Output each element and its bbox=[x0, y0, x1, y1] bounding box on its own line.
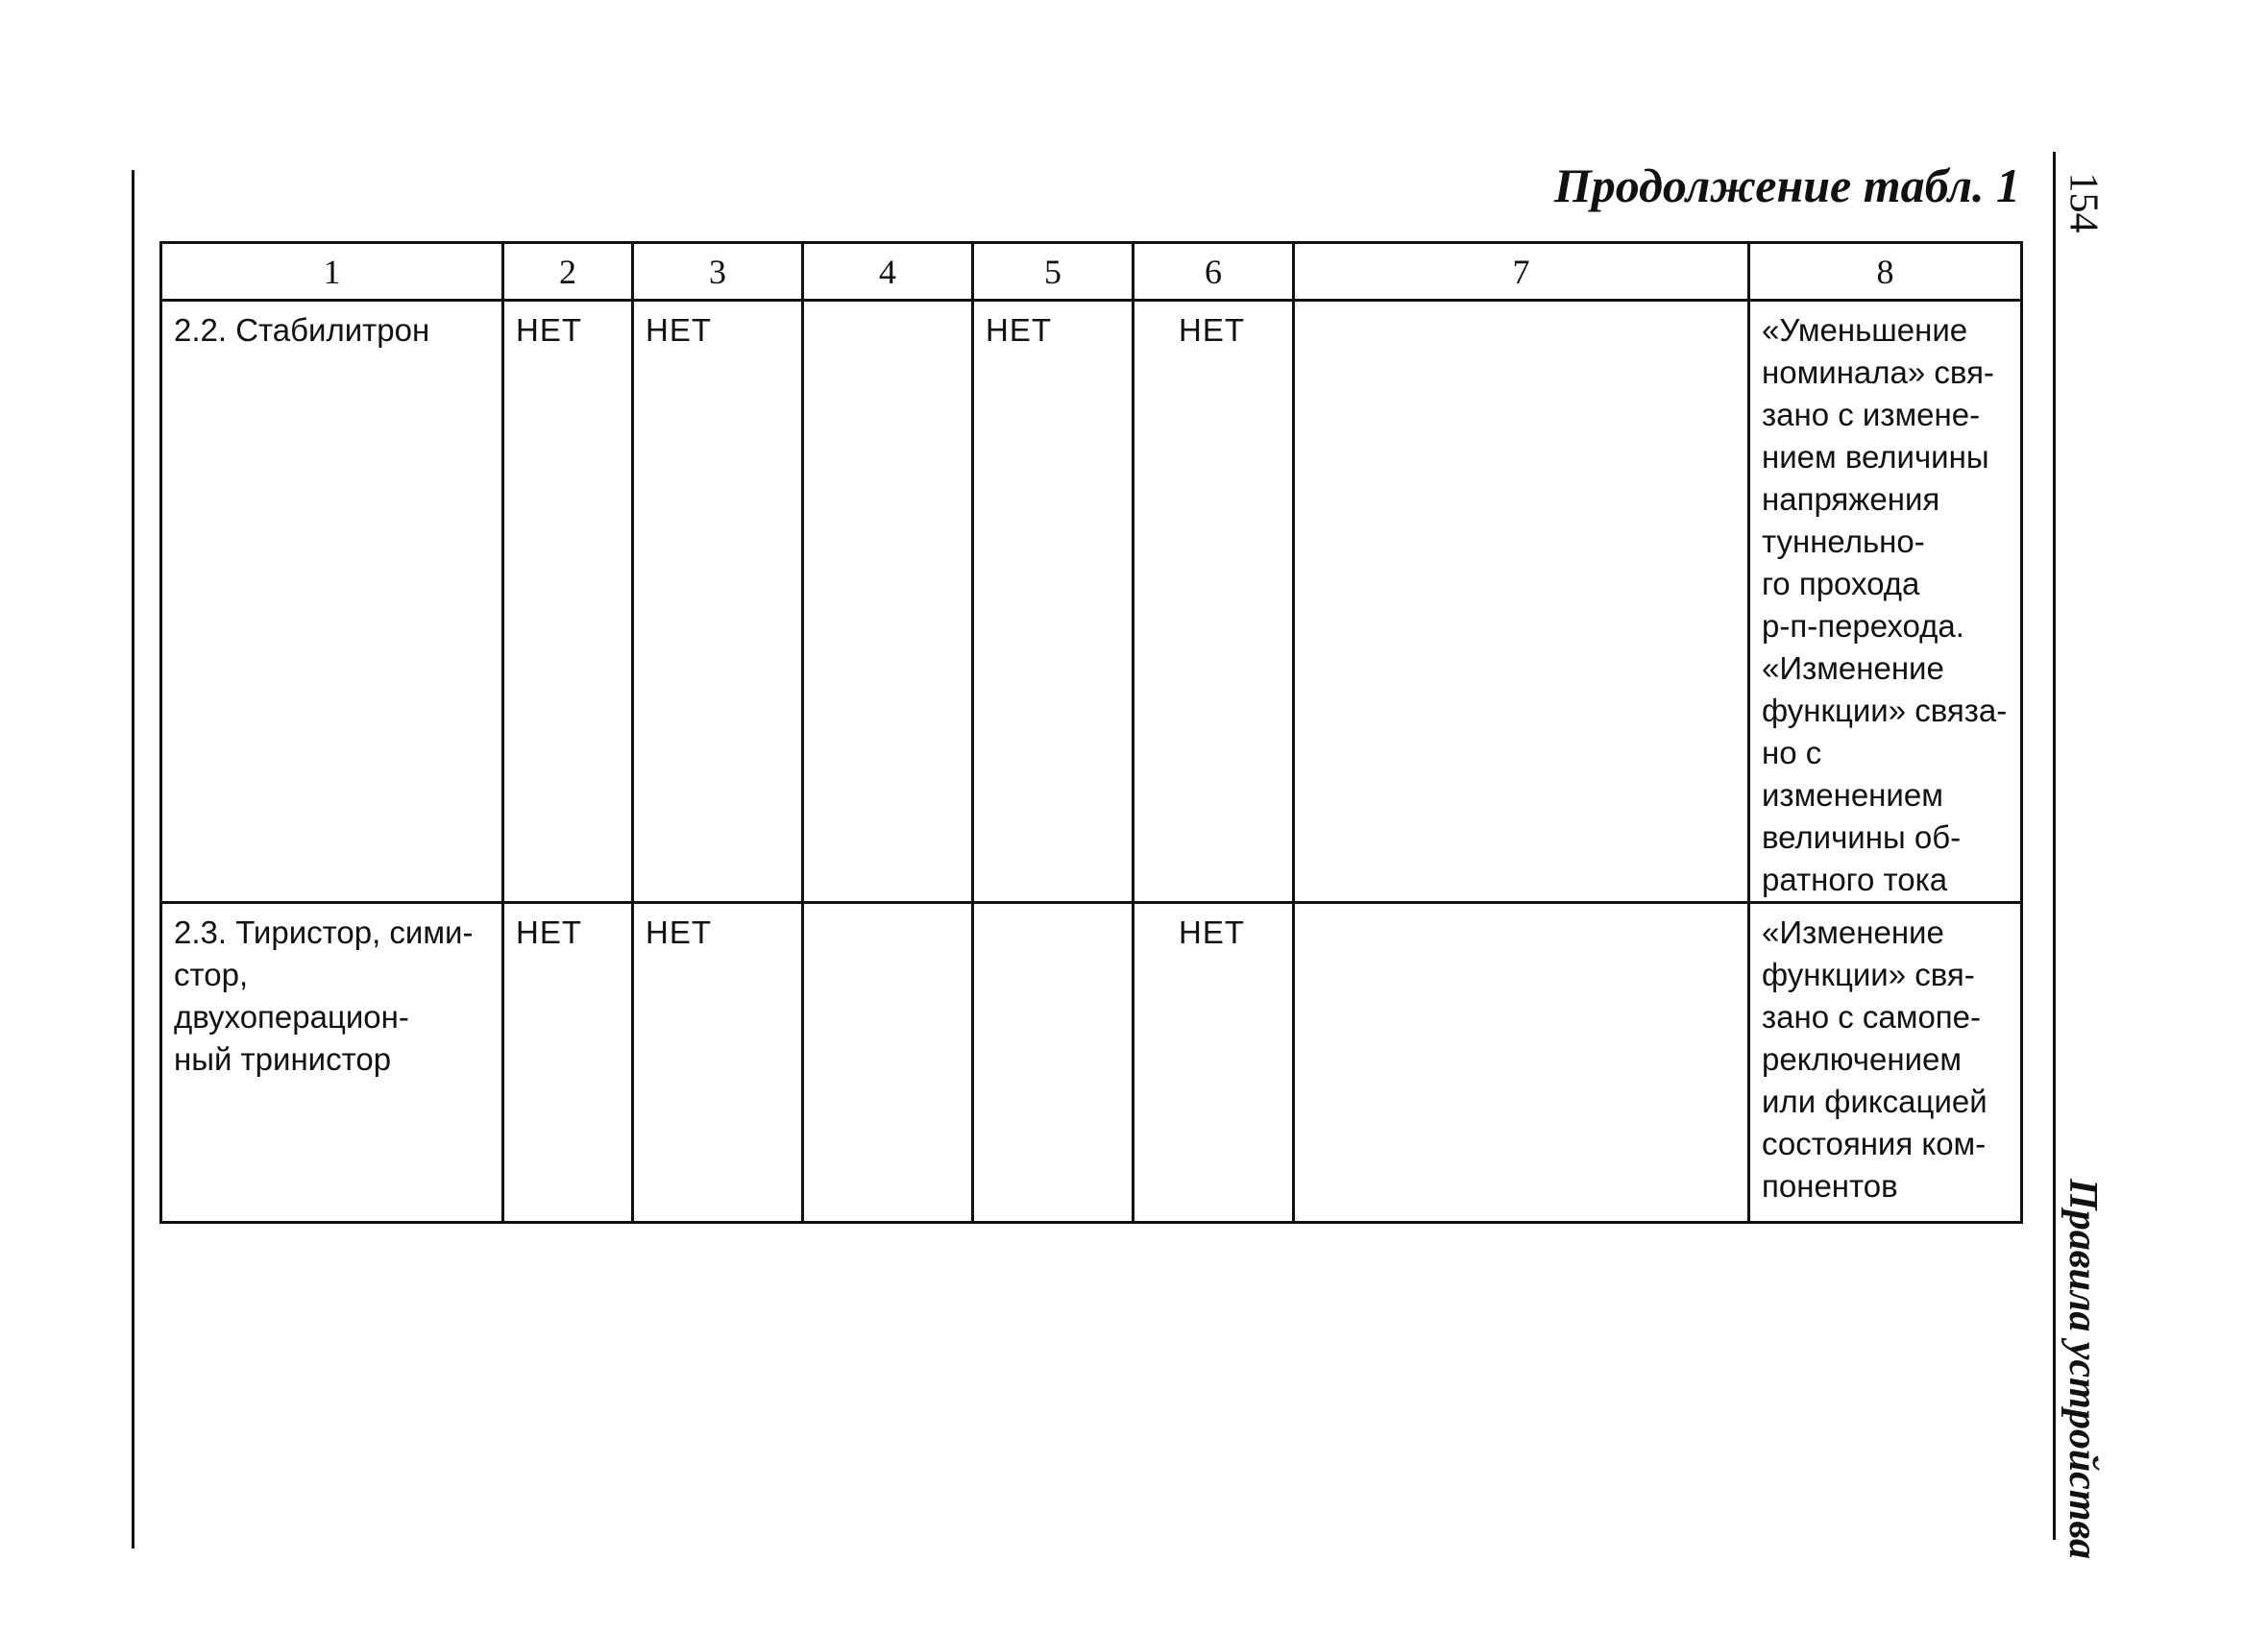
cell-col6-text: НЕТ bbox=[1179, 915, 1245, 950]
cell-component-text: 2.2. Стабилитрон bbox=[174, 312, 430, 348]
cell-col2-text: НЕТ bbox=[516, 312, 582, 348]
right-margin-rule bbox=[2053, 152, 2056, 1540]
cell-col6 bbox=[1134, 301, 1294, 903]
cell-component bbox=[161, 903, 503, 1223]
cell-col7-text bbox=[1295, 904, 1747, 912]
running-title-text: Правила устройства bbox=[2061, 1179, 2106, 1559]
table-row bbox=[161, 301, 2022, 903]
cell-col3-text: НЕТ bbox=[646, 915, 712, 950]
column-header-4: 4 bbox=[803, 243, 973, 301]
cell-note bbox=[1749, 903, 2022, 1223]
cell-col3-text: НЕТ bbox=[646, 312, 712, 348]
column-header-3: 3 bbox=[633, 243, 803, 301]
cell-col2 bbox=[503, 301, 633, 903]
cell-col5 bbox=[973, 903, 1134, 1223]
cell-note bbox=[1749, 301, 2022, 903]
cell-col3 bbox=[633, 301, 803, 903]
left-margin-rule bbox=[132, 170, 134, 1549]
cell-col3 bbox=[633, 903, 803, 1223]
table-row bbox=[161, 903, 2022, 1223]
data-table bbox=[159, 241, 2023, 1224]
cell-col6 bbox=[1134, 903, 1294, 1223]
cell-col2-text: НЕТ bbox=[516, 915, 582, 950]
column-header-6: 6 bbox=[1134, 243, 1294, 301]
column-header-2: 2 bbox=[503, 243, 633, 301]
cell-col4-text bbox=[804, 302, 971, 309]
cell-col2 bbox=[503, 903, 633, 1223]
column-header-8: 8 bbox=[1749, 243, 2022, 301]
column-header-1: 1 bbox=[161, 243, 503, 301]
cell-col4 bbox=[803, 903, 973, 1223]
column-header-7: 7 bbox=[1294, 243, 1749, 301]
table-continuation-heading: Продолжение табл. 1 bbox=[1553, 159, 2020, 212]
cell-component bbox=[161, 301, 503, 903]
cell-col7 bbox=[1294, 903, 1749, 1223]
running-title bbox=[2058, 1179, 2108, 1559]
cell-note-text: «Изменение функции» свя- зано с самопе- реключением или фиксацией состояния ком- понентов bbox=[1762, 915, 1988, 1204]
column-header-5: 5 bbox=[973, 243, 1134, 301]
cell-note-text: «Уменьшение номинала» свя- зано с измене- нием величины напряжения туннельно- го прохода р-п-перехода. «Изменение функции» связа- но с изменением величины об- ратного тока bbox=[1762, 312, 2008, 897]
cell-col4-text bbox=[804, 904, 971, 912]
cell-component-text: 2.3. Тиристор, сими- стор, двухоперацион- ный тринистор bbox=[174, 915, 474, 1077]
cell-col5 bbox=[973, 301, 1134, 903]
cell-col6-text: НЕТ bbox=[1179, 312, 1245, 348]
cell-col5-text bbox=[974, 904, 1132, 912]
page-number bbox=[2058, 169, 2108, 236]
cell-col7-text bbox=[1295, 302, 1747, 309]
header-row bbox=[161, 243, 2022, 301]
cell-col4 bbox=[803, 301, 973, 903]
page-number-text: 154 bbox=[2061, 172, 2105, 233]
cell-col5-text: НЕТ bbox=[986, 312, 1052, 348]
cell-col7 bbox=[1294, 301, 1749, 903]
